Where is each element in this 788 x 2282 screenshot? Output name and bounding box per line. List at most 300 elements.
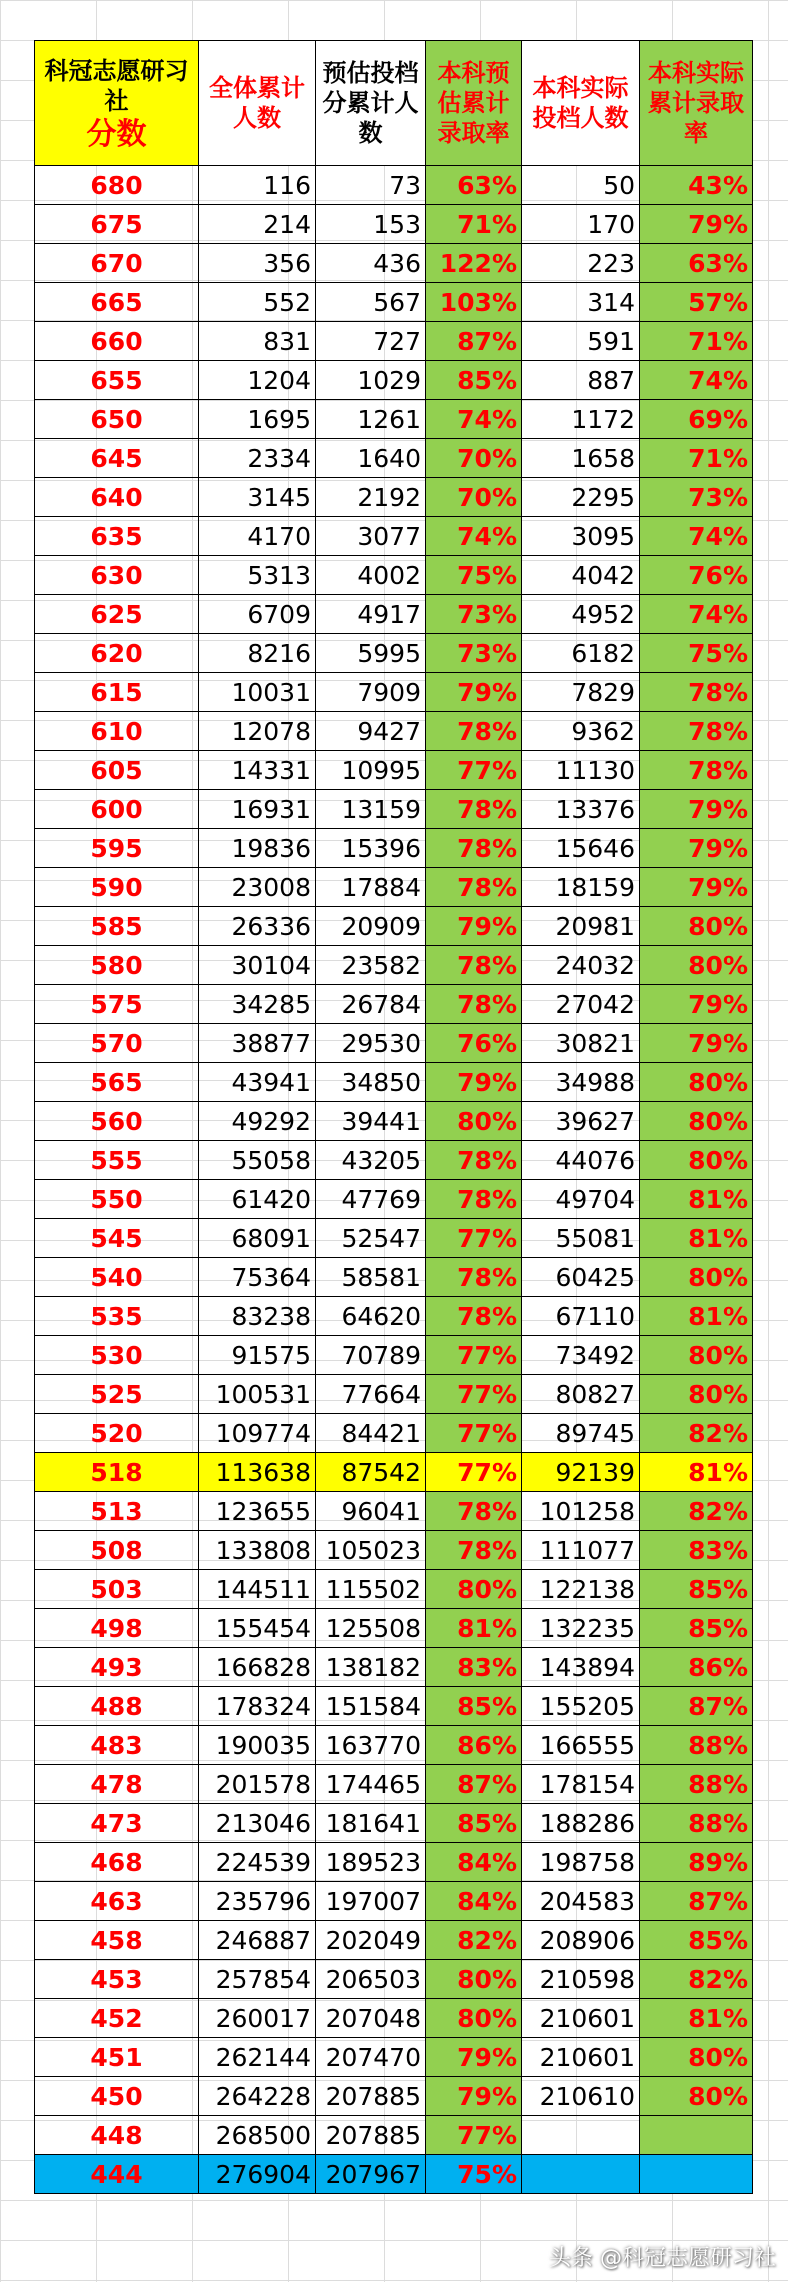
table-row [35, 1336, 753, 1375]
actual-count-cell: 11130 [522, 751, 640, 790]
table-row [35, 634, 753, 673]
estimated-cumulative-cell: 153 [316, 205, 426, 244]
estimated-rate-cell: 84% [426, 1843, 522, 1882]
estimated-cumulative-cell: 34850 [316, 1063, 426, 1102]
estimated-cumulative-cell: 206503 [316, 1960, 426, 1999]
estimated-rate-cell: 74% [426, 400, 522, 439]
score-cell: 550 [35, 1180, 199, 1219]
total-cumulative-cell: 257854 [199, 1960, 316, 1999]
score-cell: 518 [35, 1453, 199, 1492]
estimated-cumulative-cell: 189523 [316, 1843, 426, 1882]
estimated-cumulative-cell: 47769 [316, 1180, 426, 1219]
score-cell: 453 [35, 1960, 199, 1999]
header-actual-rate: 本科实际累计录取率 [640, 41, 753, 166]
table-row [35, 1219, 753, 1258]
actual-rate-cell: 74% [640, 595, 753, 634]
actual-count-cell: 6182 [522, 634, 640, 673]
estimated-rate-cell: 87% [426, 1765, 522, 1804]
actual-rate-cell: 88% [640, 1765, 753, 1804]
total-cumulative-cell: 4170 [199, 517, 316, 556]
table-row [35, 1102, 753, 1141]
actual-count-cell: 39627 [522, 1102, 640, 1141]
total-cumulative-cell: 264228 [199, 2077, 316, 2116]
actual-rate-cell: 80% [640, 1102, 753, 1141]
actual-rate-cell: 73% [640, 478, 753, 517]
actual-rate-cell: 82% [640, 1492, 753, 1531]
table-body [35, 166, 753, 2194]
actual-count-cell: 27042 [522, 985, 640, 1024]
score-cell: 520 [35, 1414, 199, 1453]
table-row [35, 751, 753, 790]
total-cumulative-cell: 2334 [199, 439, 316, 478]
total-cumulative-cell: 116 [199, 166, 316, 205]
table-row [35, 361, 753, 400]
total-cumulative-cell: 61420 [199, 1180, 316, 1219]
score-cell: 620 [35, 634, 199, 673]
score-cell: 625 [35, 595, 199, 634]
table-row [35, 2077, 753, 2116]
table-row [35, 1414, 753, 1453]
total-cumulative-cell: 260017 [199, 1999, 316, 2038]
score-cell: 473 [35, 1804, 199, 1843]
total-cumulative-cell: 113638 [199, 1453, 316, 1492]
actual-count-cell: 15646 [522, 829, 640, 868]
estimated-cumulative-cell: 7909 [316, 673, 426, 712]
actual-count-cell: 1658 [522, 439, 640, 478]
total-cumulative-cell: 6709 [199, 595, 316, 634]
actual-rate-cell: 81% [640, 1453, 753, 1492]
score-cell: 565 [35, 1063, 199, 1102]
score-cell: 635 [35, 517, 199, 556]
estimated-cumulative-cell: 15396 [316, 829, 426, 868]
table-row [35, 1687, 753, 1726]
score-cell: 575 [35, 985, 199, 1024]
total-cumulative-cell: 12078 [199, 712, 316, 751]
estimated-rate-cell: 76% [426, 1024, 522, 1063]
table-row [35, 1531, 753, 1570]
actual-count-cell: 314 [522, 283, 640, 322]
score-cell: 645 [35, 439, 199, 478]
score-cell: 478 [35, 1765, 199, 1804]
actual-rate-cell: 82% [640, 1414, 753, 1453]
score-cell: 665 [35, 283, 199, 322]
total-cumulative-cell: 166828 [199, 1648, 316, 1687]
estimated-cumulative-cell: 163770 [316, 1726, 426, 1765]
estimated-rate-cell: 78% [426, 1180, 522, 1219]
estimated-cumulative-cell: 26784 [316, 985, 426, 1024]
score-cell: 615 [35, 673, 199, 712]
estimated-cumulative-cell: 39441 [316, 1102, 426, 1141]
estimated-cumulative-cell: 10995 [316, 751, 426, 790]
estimated-cumulative-cell: 3077 [316, 517, 426, 556]
table-row [35, 1648, 753, 1687]
actual-count-cell: 111077 [522, 1531, 640, 1570]
actual-rate-cell: 86% [640, 1648, 753, 1687]
total-cumulative-cell: 55058 [199, 1141, 316, 1180]
total-cumulative-cell: 155454 [199, 1609, 316, 1648]
total-cumulative-cell: 123655 [199, 1492, 316, 1531]
estimated-rate-cell: 77% [426, 1219, 522, 1258]
table-row [35, 2155, 753, 2194]
estimated-rate-cell: 70% [426, 478, 522, 517]
score-cell: 535 [35, 1297, 199, 1336]
score-cell: 498 [35, 1609, 199, 1648]
actual-count-cell [522, 2116, 640, 2155]
actual-count-cell: 24032 [522, 946, 640, 985]
estimated-cumulative-cell: 13159 [316, 790, 426, 829]
actual-count-cell: 166555 [522, 1726, 640, 1765]
actual-rate-cell: 79% [640, 829, 753, 868]
table-row [35, 283, 753, 322]
actual-count-cell: 210601 [522, 2038, 640, 2077]
table-row [35, 712, 753, 751]
total-cumulative-cell: 190035 [199, 1726, 316, 1765]
actual-count-cell: 122138 [522, 1570, 640, 1609]
actual-rate-cell: 76% [640, 556, 753, 595]
total-cumulative-cell: 10031 [199, 673, 316, 712]
actual-count-cell: 198758 [522, 1843, 640, 1882]
actual-count-cell: 1172 [522, 400, 640, 439]
actual-count-cell: 210610 [522, 2077, 640, 2116]
score-cell: 508 [35, 1531, 199, 1570]
actual-rate-cell: 81% [640, 1999, 753, 2038]
actual-count-cell: 30821 [522, 1024, 640, 1063]
estimated-rate-cell: 84% [426, 1882, 522, 1921]
estimated-rate-cell: 78% [426, 1141, 522, 1180]
actual-count-cell: 208906 [522, 1921, 640, 1960]
score-cell: 655 [35, 361, 199, 400]
estimated-rate-cell: 77% [426, 1375, 522, 1414]
table-row [35, 1492, 753, 1531]
total-cumulative-cell: 8216 [199, 634, 316, 673]
score-cell: 503 [35, 1570, 199, 1609]
total-cumulative-cell: 38877 [199, 1024, 316, 1063]
actual-rate-cell: 80% [640, 2077, 753, 2116]
total-cumulative-cell: 49292 [199, 1102, 316, 1141]
estimated-cumulative-cell: 20909 [316, 907, 426, 946]
actual-count-cell: 170 [522, 205, 640, 244]
actual-count-cell: 50 [522, 166, 640, 205]
estimated-cumulative-cell: 105023 [316, 1531, 426, 1570]
actual-rate-cell: 79% [640, 790, 753, 829]
actual-count-cell: 34988 [522, 1063, 640, 1102]
table-row [35, 790, 753, 829]
score-cell: 451 [35, 2038, 199, 2077]
actual-rate-cell: 85% [640, 1570, 753, 1609]
actual-count-cell: 18159 [522, 868, 640, 907]
estimated-rate-cell: 78% [426, 1258, 522, 1297]
total-cumulative-cell: 3145 [199, 478, 316, 517]
table-row [35, 1570, 753, 1609]
estimated-rate-cell: 80% [426, 1960, 522, 1999]
table-row [35, 1882, 753, 1921]
estimated-cumulative-cell: 4917 [316, 595, 426, 634]
table-row [35, 1063, 753, 1102]
estimated-rate-cell: 73% [426, 595, 522, 634]
score-cell: 450 [35, 2077, 199, 2116]
actual-rate-cell: 87% [640, 1882, 753, 1921]
actual-count-cell: 44076 [522, 1141, 640, 1180]
score-cell: 605 [35, 751, 199, 790]
total-cumulative-cell: 34285 [199, 985, 316, 1024]
actual-rate-cell: 78% [640, 751, 753, 790]
actual-count-cell: 178154 [522, 1765, 640, 1804]
total-cumulative-cell: 1204 [199, 361, 316, 400]
actual-rate-cell: 78% [640, 673, 753, 712]
estimated-cumulative-cell: 202049 [316, 1921, 426, 1960]
estimated-cumulative-cell: 52547 [316, 1219, 426, 1258]
table-row [35, 439, 753, 478]
estimated-cumulative-cell: 64620 [316, 1297, 426, 1336]
admission-rate-table [34, 40, 753, 2194]
actual-rate-cell: 85% [640, 1921, 753, 1960]
total-cumulative-cell: 5313 [199, 556, 316, 595]
estimated-rate-cell: 80% [426, 1570, 522, 1609]
score-cell: 630 [35, 556, 199, 595]
actual-count-cell: 67110 [522, 1297, 640, 1336]
actual-rate-cell: 82% [640, 1960, 753, 1999]
actual-rate-cell [640, 2116, 753, 2155]
estimated-cumulative-cell: 96041 [316, 1492, 426, 1531]
actual-rate-cell: 80% [640, 1375, 753, 1414]
estimated-cumulative-cell: 1261 [316, 400, 426, 439]
actual-count-cell: 55081 [522, 1219, 640, 1258]
estimated-cumulative-cell: 1029 [316, 361, 426, 400]
estimated-rate-cell: 77% [426, 1414, 522, 1453]
estimated-rate-cell: 79% [426, 2038, 522, 2077]
estimated-rate-cell: 63% [426, 166, 522, 205]
table-row [35, 1375, 753, 1414]
table-row [35, 829, 753, 868]
score-cell: 670 [35, 244, 199, 283]
score-cell: 513 [35, 1492, 199, 1531]
actual-count-cell: 188286 [522, 1804, 640, 1843]
score-cell: 585 [35, 907, 199, 946]
total-cumulative-cell: 14331 [199, 751, 316, 790]
actual-count-cell: 9362 [522, 712, 640, 751]
table-row [35, 1024, 753, 1063]
estimated-rate-cell: 87% [426, 322, 522, 361]
total-cumulative-cell: 133808 [199, 1531, 316, 1570]
header-score-org: 科冠志愿研习社 [44, 57, 189, 115]
actual-rate-cell: 75% [640, 634, 753, 673]
actual-count-cell: 3095 [522, 517, 640, 556]
table-row [35, 244, 753, 283]
total-cumulative-cell: 224539 [199, 1843, 316, 1882]
estimated-cumulative-cell: 43205 [316, 1141, 426, 1180]
table-row [35, 205, 753, 244]
total-cumulative-cell: 100531 [199, 1375, 316, 1414]
actual-rate-cell: 88% [640, 1726, 753, 1765]
table-row [35, 1726, 753, 1765]
table-row [35, 400, 753, 439]
actual-count-cell: 210601 [522, 1999, 640, 2038]
actual-rate-cell: 88% [640, 1804, 753, 1843]
estimated-rate-cell: 78% [426, 1531, 522, 1570]
estimated-rate-cell: 79% [426, 907, 522, 946]
estimated-cumulative-cell: 58581 [316, 1258, 426, 1297]
actual-count-cell: 60425 [522, 1258, 640, 1297]
actual-count-cell: 223 [522, 244, 640, 283]
estimated-cumulative-cell: 181641 [316, 1804, 426, 1843]
total-cumulative-cell: 246887 [199, 1921, 316, 1960]
estimated-rate-cell: 77% [426, 1453, 522, 1492]
actual-count-cell: 887 [522, 361, 640, 400]
score-cell: 675 [35, 205, 199, 244]
actual-count-cell: 101258 [522, 1492, 640, 1531]
table-row [35, 1141, 753, 1180]
actual-count-cell: 591 [522, 322, 640, 361]
total-cumulative-cell: 16931 [199, 790, 316, 829]
actual-rate-cell: 83% [640, 1531, 753, 1570]
score-cell: 595 [35, 829, 199, 868]
estimated-cumulative-cell: 436 [316, 244, 426, 283]
estimated-cumulative-cell: 73 [316, 166, 426, 205]
score-cell: 444 [35, 2155, 199, 2194]
total-cumulative-cell: 552 [199, 283, 316, 322]
table-row [35, 1960, 753, 1999]
actual-rate-cell: 43% [640, 166, 753, 205]
table-row [35, 1843, 753, 1882]
score-cell: 610 [35, 712, 199, 751]
actual-rate-cell: 81% [640, 1297, 753, 1336]
table-row [35, 166, 753, 205]
actual-rate-cell: 80% [640, 2038, 753, 2077]
total-cumulative-cell: 276904 [199, 2155, 316, 2194]
estimated-cumulative-cell: 29530 [316, 1024, 426, 1063]
actual-rate-cell: 63% [640, 244, 753, 283]
actual-rate-cell: 78% [640, 712, 753, 751]
actual-rate-cell: 85% [640, 1609, 753, 1648]
estimated-rate-cell: 77% [426, 751, 522, 790]
actual-count-cell: 89745 [522, 1414, 640, 1453]
score-cell: 600 [35, 790, 199, 829]
score-cell: 452 [35, 1999, 199, 2038]
estimated-rate-cell: 78% [426, 1492, 522, 1531]
score-cell: 580 [35, 946, 199, 985]
actual-rate-cell: 71% [640, 322, 753, 361]
table-row [35, 2038, 753, 2077]
actual-rate-cell: 80% [640, 1141, 753, 1180]
estimated-rate-cell: 122% [426, 244, 522, 283]
estimated-rate-cell: 81% [426, 1609, 522, 1648]
score-cell: 488 [35, 1687, 199, 1726]
actual-count-cell: 132235 [522, 1609, 640, 1648]
estimated-cumulative-cell: 9427 [316, 712, 426, 751]
estimated-cumulative-cell: 727 [316, 322, 426, 361]
total-cumulative-cell: 214 [199, 205, 316, 244]
estimated-rate-cell: 78% [426, 946, 522, 985]
total-cumulative-cell: 178324 [199, 1687, 316, 1726]
score-cell: 540 [35, 1258, 199, 1297]
total-cumulative-cell: 91575 [199, 1336, 316, 1375]
total-cumulative-cell: 831 [199, 322, 316, 361]
actual-count-cell: 73492 [522, 1336, 640, 1375]
estimated-cumulative-cell: 77664 [316, 1375, 426, 1414]
estimated-rate-cell: 79% [426, 673, 522, 712]
score-cell: 560 [35, 1102, 199, 1141]
total-cumulative-cell: 1695 [199, 400, 316, 439]
estimated-cumulative-cell: 4002 [316, 556, 426, 595]
actual-rate-cell: 89% [640, 1843, 753, 1882]
score-cell: 458 [35, 1921, 199, 1960]
estimated-cumulative-cell: 207885 [316, 2077, 426, 2116]
table-row [35, 1180, 753, 1219]
score-cell: 493 [35, 1648, 199, 1687]
score-cell: 650 [35, 400, 199, 439]
estimated-rate-cell: 78% [426, 1297, 522, 1336]
estimated-cumulative-cell: 125508 [316, 1609, 426, 1648]
total-cumulative-cell: 356 [199, 244, 316, 283]
table-row [35, 1297, 753, 1336]
total-cumulative-cell: 19836 [199, 829, 316, 868]
estimated-cumulative-cell: 207885 [316, 2116, 426, 2155]
score-cell: 545 [35, 1219, 199, 1258]
actual-count-cell: 7829 [522, 673, 640, 712]
estimated-cumulative-cell: 207470 [316, 2038, 426, 2077]
header-total-cumulative: 全体累计人数 [199, 41, 316, 166]
score-cell: 483 [35, 1726, 199, 1765]
estimated-rate-cell: 77% [426, 1336, 522, 1375]
actual-rate-cell: 87% [640, 1687, 753, 1726]
score-cell: 468 [35, 1843, 199, 1882]
estimated-rate-cell: 79% [426, 1063, 522, 1102]
estimated-cumulative-cell: 151584 [316, 1687, 426, 1726]
estimated-cumulative-cell: 207048 [316, 1999, 426, 2038]
estimated-rate-cell: 78% [426, 985, 522, 1024]
estimated-rate-cell: 78% [426, 829, 522, 868]
estimated-rate-cell: 78% [426, 712, 522, 751]
score-cell: 570 [35, 1024, 199, 1063]
actual-count-cell: 155205 [522, 1687, 640, 1726]
total-cumulative-cell: 43941 [199, 1063, 316, 1102]
estimated-cumulative-cell: 207967 [316, 2155, 426, 2194]
table-row [35, 1609, 753, 1648]
estimated-rate-cell: 80% [426, 1102, 522, 1141]
estimated-rate-cell: 75% [426, 556, 522, 595]
estimated-rate-cell: 80% [426, 1999, 522, 2038]
actual-count-cell: 80827 [522, 1375, 640, 1414]
total-cumulative-cell: 235796 [199, 1882, 316, 1921]
table-row [35, 868, 753, 907]
estimated-cumulative-cell: 138182 [316, 1648, 426, 1687]
actual-rate-cell: 74% [640, 361, 753, 400]
table-row [35, 1765, 753, 1804]
actual-count-cell: 92139 [522, 1453, 640, 1492]
actual-rate-cell: 81% [640, 1219, 753, 1258]
total-cumulative-cell: 262144 [199, 2038, 316, 2077]
estimated-rate-cell: 85% [426, 1804, 522, 1843]
estimated-cumulative-cell: 1640 [316, 439, 426, 478]
total-cumulative-cell: 144511 [199, 1570, 316, 1609]
total-cumulative-cell: 75364 [199, 1258, 316, 1297]
total-cumulative-cell: 109774 [199, 1414, 316, 1453]
score-cell: 448 [35, 2116, 199, 2155]
table-row [35, 1804, 753, 1843]
score-cell: 590 [35, 868, 199, 907]
actual-rate-cell: 80% [640, 907, 753, 946]
total-cumulative-cell: 268500 [199, 2116, 316, 2155]
estimated-rate-cell: 77% [426, 2116, 522, 2155]
estimated-rate-cell: 83% [426, 1648, 522, 1687]
actual-rate-cell: 80% [640, 946, 753, 985]
score-cell: 525 [35, 1375, 199, 1414]
estimated-rate-cell: 79% [426, 2077, 522, 2116]
table-header [35, 41, 753, 166]
actual-rate-cell: 71% [640, 439, 753, 478]
total-cumulative-cell: 26336 [199, 907, 316, 946]
score-cell: 640 [35, 478, 199, 517]
